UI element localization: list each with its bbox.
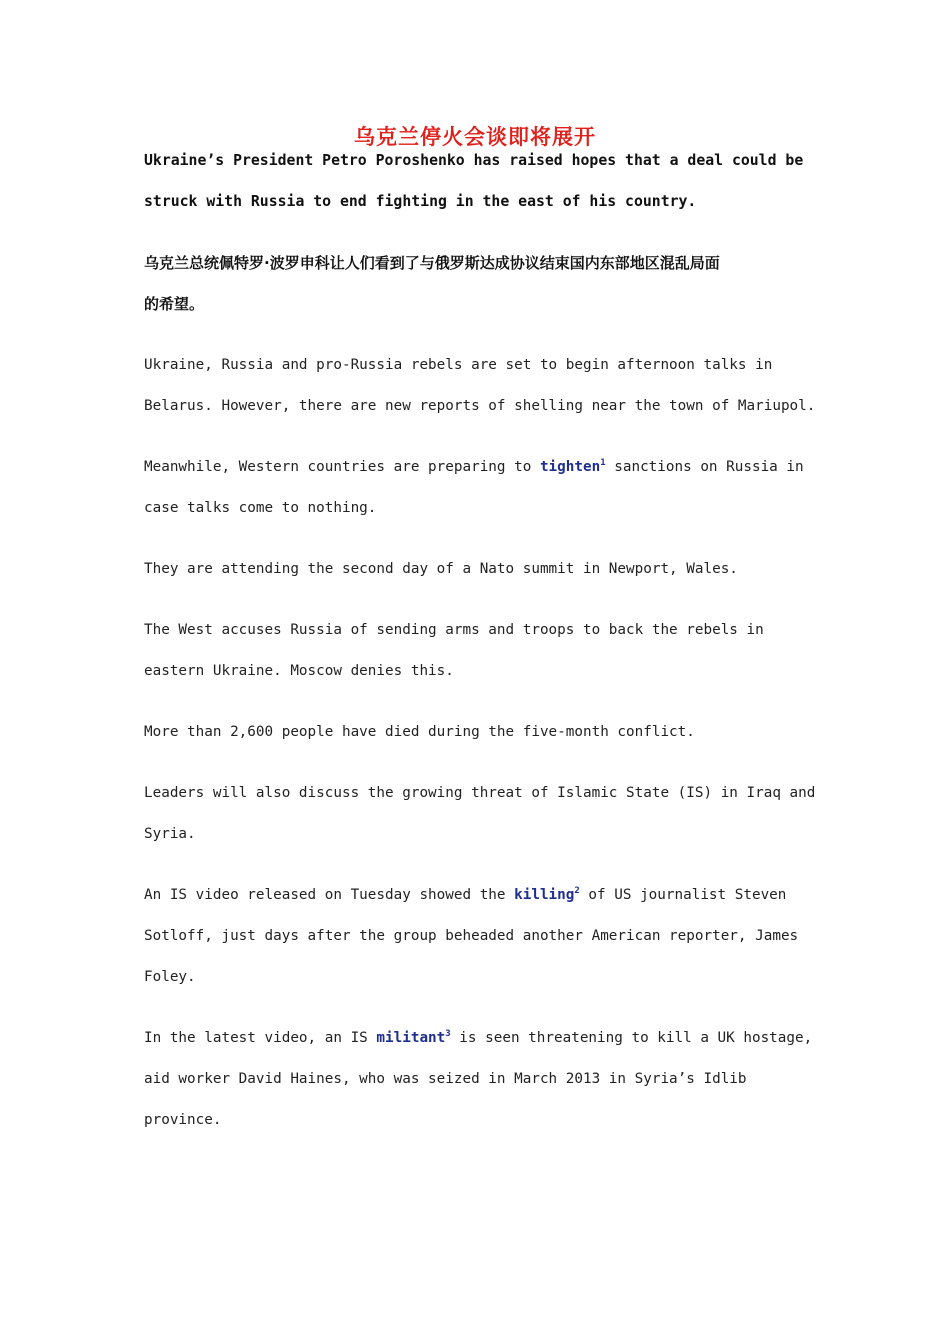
paragraph-8-line-3: province. [144, 1112, 222, 1128]
footnote-marker-3: 3 [445, 1029, 451, 1040]
lead-english-line-2: struck with Russia to end fighting in the east of his country. [144, 193, 697, 210]
paragraph-2-line-2: case talks come to nothing. [144, 500, 377, 516]
paragraph-8-text-after: is seen threatening to kill a UK hostage, [450, 1030, 813, 1046]
paragraph-6-line-1: Leaders will also discuss the growing threat of Islamic State (IS) in Iraq and [144, 785, 816, 801]
paragraph-8-line-2: aid worker David Haines, who was seized in March 2013 in Syria’s Idlib [144, 1071, 747, 1087]
lead-english-line-1: Ukraine’s President Petro Poroshenko has raised hopes that a deal could be [144, 152, 804, 169]
vocab-word-killing: killing [514, 887, 575, 903]
paragraph-7-text-before: An IS video released on Tuesday showed the [144, 887, 515, 903]
paragraph-8-line-1 [144, 1028, 812, 1048]
paragraph-7-line-3: Foley. [144, 969, 196, 985]
footnote-marker-2: 2 [574, 886, 580, 897]
paragraph-7-text-after: of US journalist Steven [579, 887, 787, 903]
vocab-word-militant: militant [376, 1030, 446, 1046]
paragraph-7-line-2: Sotloff, just days after the group beheaded another American reporter, James [144, 928, 799, 944]
paragraph-4-line-2: eastern Ukraine. Moscow denies this. [144, 663, 454, 679]
lead-chinese-line-2: 的希望。 [144, 295, 205, 313]
paragraph-2-text-after: sanctions on Russia in [605, 459, 804, 475]
paragraph-1-line-2: Belarus. However, there are new reports of shelling near the town of Mariupol. [144, 398, 816, 414]
paragraph-2-text-before: Meanwhile, Western countries are preparing to [144, 459, 540, 475]
lead-chinese-line-1: 乌克兰总统佩特罗·波罗申科让人们看到了与俄罗斯达成协议结束国内东部地区混乱局面 [144, 254, 720, 272]
article-title: 乌克兰停火会谈即将展开 [354, 125, 596, 149]
vocab-word-tighten: tighten [539, 459, 601, 475]
paragraph-6-line-2: Syria. [144, 826, 196, 842]
paragraph-7-line-1 [144, 885, 786, 905]
footnote-marker-1: 1 [600, 458, 606, 469]
paragraph-4-line-1: The West accuses Russia of sending arms and troops to back the rebels in [144, 622, 764, 638]
paragraph-8-text-before: In the latest video, an IS [144, 1030, 377, 1046]
paragraph-5-line-1: More than 2,600 people have died during the five-month conflict. [144, 724, 695, 740]
paragraph-3-line-1: They are attending the second day of a Nato summit in Newport, Wales. [144, 561, 738, 577]
paragraph-2-line-1 [144, 457, 804, 477]
paragraph-1-line-1: Ukraine, Russia and pro-Russia rebels are set to begin afternoon talks in [144, 357, 773, 373]
